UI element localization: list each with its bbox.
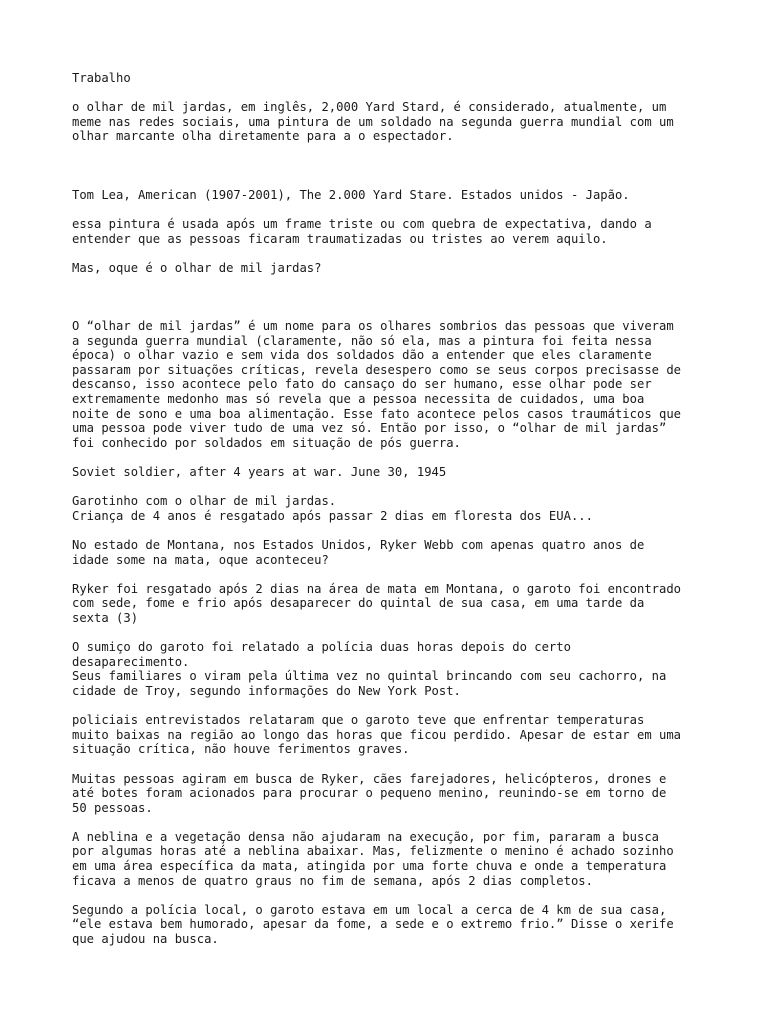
paragraph-7: Garotinho com o olhar de mil jardas. Criança de 4 anos é resgatado após passar 2 dias em floresta dos EUA... — [72, 494, 593, 523]
paragraph-3: essa pintura é usada após um frame triste ou com quebra de expectativa, dando a entender que as pessoas ficaram traumatizadas ou tristes ao verem aquilo. — [72, 216, 652, 246]
paragraph-4: Mas, oque é o olhar de mil jardas? — [72, 260, 322, 275]
paragraph-5: O “olhar de mil jardas” é um nome para os olhares sombrios das pessoas que viveram a segunda guerra mundial (claramente, não só ela, mas a pintura foi feita nessa época) o olhar vazio e sem vida dos soldados dão a entender que eles claramente passaram por situações críticas, revela desespero como se seus corpos precisasse de descanso, isso acontece pelo fato do cansaço do ser humano, esse olhar pode ser extremamente medonho mas só revela que a pessoa necessita de cuidados, uma boa noite de sono e uma boa alimentação. Esse fato acontece pelos casos traumáticos que uma pessoa pode viver tudo de uma vez só. Então por isso, o “olhar de mil jardas” foi conhecido por soldados em situação de pós guerra. — [72, 319, 682, 450]
paragraph-8: No estado de Montana, nos Estados Unidos, Ryker Webb com apenas quatro anos de idade some na mata, oque aconteceu? — [72, 538, 645, 567]
paragraph-9: Ryker foi resgatado após 2 dias na área de mata em Montana, o garoto foi encontrado com sede, fome e frio após desaparecer do quintal de sua casa, em uma tarde da sexta (3) — [72, 581, 682, 625]
paragraph-2: Tom Lea, American (1907-2001), The 2.000 Yard Stare. Estados unidos - Japão. — [72, 187, 630, 202]
paragraph-10: O sumiço do garoto foi relatado a polícia duas horas depois do certo desaparecimento. Seus familiares o viram pela última vez no quintal brincando com seu cachorro, na cidade de Troy, segundo informações do New York Post. — [72, 640, 667, 698]
paragraph-1: o olhar de mil jardas, em inglês, 2,000 Yard Stard, é considerado, atualmente, um meme nas redes sociais, uma pintura de um soldado na segunda guerra mundial com um olhar marcante olha diretamente para a o espectador. — [72, 100, 674, 144]
document-title: Trabalho — [72, 71, 131, 85]
paragraph-13: A neblina e a vegetação densa não ajudaram na execução, por fim, pararam a busca por algumas horas até a neblina abaixar. Mas, felizmente o menino é achado sozinho em uma área específica da mata, atingida por uma forte chuva e onde a temperatura ficava a menos de quatro graus no fim de semana, após 2 dias completos. — [72, 829, 674, 888]
document-body — [72, 71, 712, 947]
paragraph-14: Segundo a polícia local, o garoto estava em um local a cerca de 4 km de sua casa, “ele estava bem humorado, apesar da fome, a sede e o extremo frio.” Disse o xerife que ajudou na busca. — [72, 902, 674, 947]
paragraph-11: policiais entrevistados relataram que o garoto teve que enfrentar temperaturas muito baixas na região ao longo das horas que ficou perdido. Apesar de estar em uma situação crítica, não houve ferimentos graves. — [72, 713, 682, 757]
paragraph-6: Soviet soldier, after 4 years at war. June 30, 1945 — [72, 465, 447, 480]
paragraph-12: Muitas pessoas agiram em busca de Ryker, cães farejadores, helicópteros, drones e até botes foram acionados para procurar o pequeno menino, reunindo-se em torno de 50 pessoas. — [72, 771, 667, 815]
